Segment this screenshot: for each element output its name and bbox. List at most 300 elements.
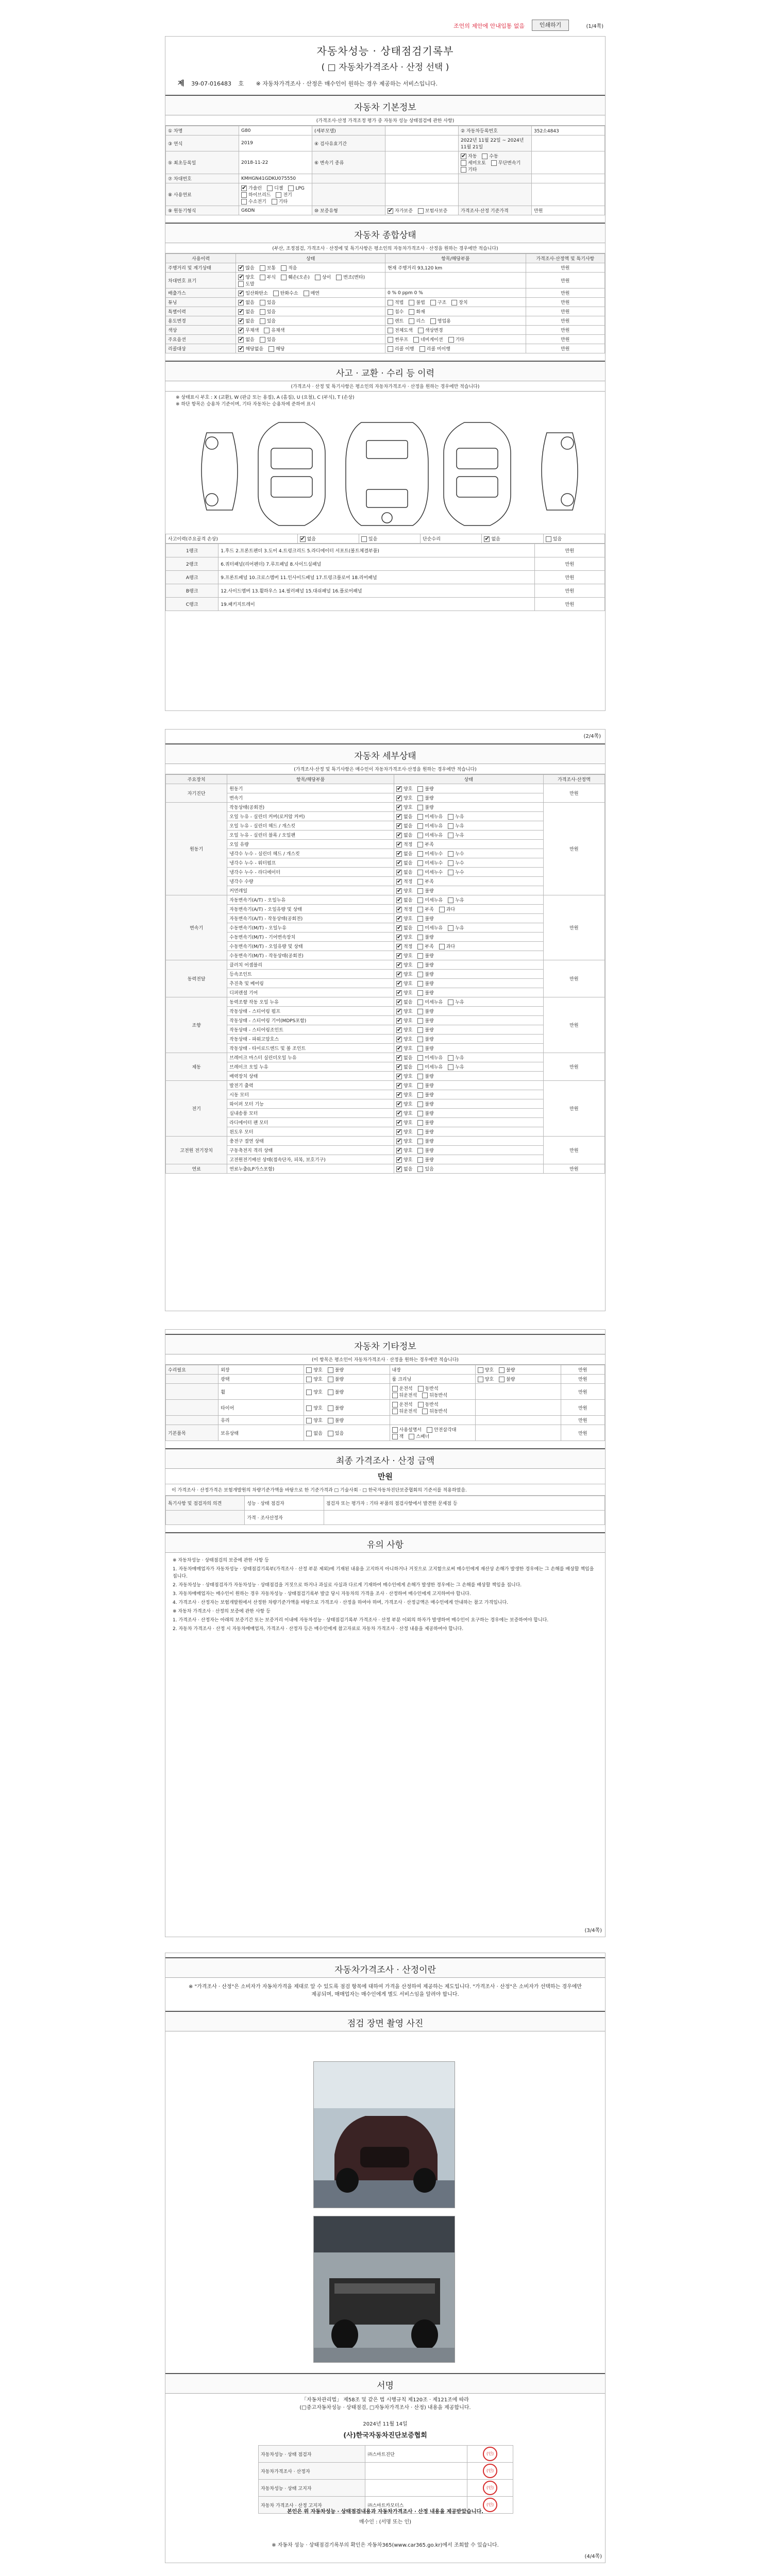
summary-state-checkbox[interactable] <box>238 281 244 287</box>
summary-state-option: ✔ 일산화탄소 <box>238 290 267 296</box>
detail-state-checkbox[interactable] <box>448 870 453 875</box>
summary-state-option: 탄화수소 <box>273 290 298 296</box>
detail-state-checkbox[interactable] <box>396 990 402 996</box>
detail-state-checkbox[interactable] <box>417 1018 423 1024</box>
summary-item-checkbox[interactable] <box>418 328 424 333</box>
detail-state-checkbox[interactable] <box>396 935 402 940</box>
summary-state-checkbox[interactable] <box>238 318 244 324</box>
detail-row <box>166 1053 605 1062</box>
etc-checkbox[interactable] <box>418 1386 424 1392</box>
detail-state-checkbox[interactable] <box>396 897 402 903</box>
detail-state-checkbox[interactable] <box>417 962 423 968</box>
detail-state-checkbox[interactable] <box>417 805 423 810</box>
etc-option: 운전석 <box>392 1401 413 1408</box>
parts-row <box>166 571 605 584</box>
detail-state-checkbox[interactable] <box>396 814 402 820</box>
simple-repair-yes-checkbox[interactable] <box>546 536 551 542</box>
detail-state-checkbox[interactable] <box>396 888 402 894</box>
page-2 <box>165 729 606 1311</box>
final-price-title: 최종 가격조사 · 산정 금액 <box>165 1448 605 1469</box>
parts-list: 19.패키지트레이 <box>219 598 534 611</box>
detail-state-checkbox[interactable] <box>417 925 423 931</box>
basic-info-row <box>166 135 605 151</box>
basic-checkbox[interactable] <box>461 167 466 173</box>
detail-state-checkbox[interactable] <box>396 879 402 885</box>
detail-state-option: ✔ 없음 <box>396 813 412 820</box>
basic-info-cell: ⑧ 사용연료 <box>166 183 239 206</box>
detail-price: 만원 <box>543 1164 604 1174</box>
basic-checkbox[interactable] <box>482 154 488 159</box>
summary-state-checkbox[interactable] <box>238 346 244 352</box>
detail-state-checkbox[interactable] <box>417 823 423 829</box>
detail-state-checkbox[interactable] <box>417 851 423 857</box>
detail-state-checkbox[interactable] <box>396 1111 402 1116</box>
detail-item: 냉각수 누수 - 라디에이터 <box>227 868 394 877</box>
summary-state-checkbox[interactable] <box>268 346 274 352</box>
detail-item: 동력조향 작동 오일 누유 <box>227 997 394 1007</box>
detail-state <box>394 951 544 960</box>
detail-state-checkbox[interactable] <box>417 1092 423 1098</box>
detail-state <box>394 784 544 793</box>
detail-state-checkbox[interactable] <box>417 888 423 894</box>
basic-checkbox[interactable] <box>272 199 277 205</box>
detail-state-checkbox[interactable] <box>448 860 453 866</box>
summary-state-checkbox[interactable] <box>260 265 265 271</box>
summary-item-option: 적법 <box>388 299 404 306</box>
summary-state-checkbox[interactable] <box>238 328 244 333</box>
summary-item-checkbox[interactable] <box>388 328 393 333</box>
detail-state-checkbox[interactable] <box>417 972 423 977</box>
summary-state-checkbox[interactable] <box>238 337 244 343</box>
detail-state-option: 불량 <box>417 804 433 810</box>
detail-state-checkbox[interactable] <box>396 1074 402 1079</box>
etc-checkbox[interactable] <box>392 1402 398 1408</box>
basic-checkbox[interactable] <box>288 185 294 191</box>
etc-option: 양호 <box>306 1388 322 1395</box>
summary-state-checkbox[interactable] <box>260 309 265 315</box>
basic-checkbox[interactable] <box>241 185 247 191</box>
summary-state-option: 상이 <box>315 274 331 280</box>
summary-state-checkbox[interactable] <box>238 309 244 315</box>
summary-label: 색상 <box>166 326 236 335</box>
basic-checkbox[interactable] <box>418 208 424 214</box>
detail-state-option: ✔ 없음 <box>396 859 412 866</box>
detail-state-checkbox[interactable] <box>417 1166 423 1172</box>
detail-state-checkbox[interactable] <box>396 944 402 950</box>
detail-state-checkbox[interactable] <box>396 823 402 829</box>
parts-rank: A랭크 <box>166 571 219 584</box>
etc-cell <box>166 1416 219 1425</box>
detail-state-checkbox[interactable] <box>417 1046 423 1052</box>
detail-state-checkbox[interactable] <box>417 1037 423 1042</box>
detail-state-checkbox[interactable] <box>417 1139 423 1144</box>
detail-state-option: 미세누수 <box>417 850 443 857</box>
detail-state-checkbox[interactable] <box>396 1083 402 1089</box>
etc-checkbox[interactable] <box>306 1405 312 1411</box>
summary-state-checkbox[interactable] <box>315 275 321 280</box>
basic-option: 기타 <box>461 166 477 173</box>
summary-price: 만원 <box>526 273 604 289</box>
summary-state-checkbox[interactable] <box>238 300 244 306</box>
etc-checkbox[interactable] <box>328 1389 333 1395</box>
detail-state-checkbox[interactable] <box>396 1037 402 1042</box>
detail-state-checkbox[interactable] <box>396 833 402 838</box>
final-price-note: 이 가격조사 · 산정가격은 보험개발원의 차량기준가액을 바탕으로 한 기준가격과 □ 기술사회 · □ 한국자동차진단보증협회의 기준서를 적용하였음. <box>165 1484 605 1496</box>
detail-state-checkbox[interactable] <box>417 1009 423 1014</box>
summary-item: 현재 주행거리 93,120 km <box>385 263 526 273</box>
detail-state-checkbox[interactable] <box>417 1101 423 1107</box>
detail-state-checkbox[interactable] <box>396 962 402 968</box>
summary-item-checkbox[interactable] <box>430 300 436 306</box>
detail-state-checkbox[interactable] <box>396 1166 402 1172</box>
etc-option: 없음 <box>306 1430 322 1436</box>
summary-state-checkbox[interactable] <box>260 337 265 343</box>
summary-label: 특별이력 <box>166 307 236 316</box>
detail-state-option: ✔ 양호 <box>396 1082 412 1089</box>
detail-state-checkbox[interactable] <box>417 1083 423 1089</box>
simple-repair-none-checkbox[interactable] <box>484 536 490 542</box>
detail-state-option: 불량 <box>417 1110 433 1116</box>
detail-state-checkbox[interactable] <box>396 1139 402 1144</box>
basic-info-cell: (세부모델) <box>312 126 385 135</box>
detail-state-checkbox[interactable] <box>396 925 402 931</box>
etc-checkbox[interactable] <box>422 1409 428 1414</box>
detail-item: 냉각수 누수 - 워터펌프 <box>227 858 394 868</box>
etc-checkbox[interactable] <box>328 1418 333 1423</box>
summary-state-checkbox[interactable] <box>260 275 265 280</box>
summary-state-checkbox[interactable] <box>273 291 279 296</box>
detail-state-checkbox[interactable] <box>396 795 402 801</box>
summary-item-option: 기타 <box>448 336 464 343</box>
basic-info-cell: ③ 연식 <box>166 135 239 151</box>
summary-state-checkbox[interactable] <box>238 265 244 271</box>
basic-checkbox[interactable] <box>461 160 466 166</box>
detail-state-checkbox[interactable] <box>448 1064 453 1070</box>
detail-state-option: ✔ 양호 <box>396 961 412 968</box>
basic-checkbox[interactable] <box>241 199 247 205</box>
detail-state-checkbox[interactable] <box>396 916 402 922</box>
etc-checkbox[interactable] <box>306 1367 312 1373</box>
detail-state-checkbox[interactable] <box>448 851 453 857</box>
detail-state <box>394 942 544 951</box>
detail-state-checkbox[interactable] <box>396 999 402 1005</box>
detail-item: 구동축전지 격리 상태 <box>227 1146 394 1155</box>
etc-option: 양호 <box>478 1366 494 1373</box>
basic-info-cell <box>532 183 605 206</box>
detail-state-checkbox[interactable] <box>396 842 402 848</box>
detail-state <box>394 895 544 905</box>
detail-state-checkbox[interactable] <box>448 999 453 1005</box>
detail-state <box>394 1053 544 1062</box>
detail-state <box>394 821 544 831</box>
etc-checkbox[interactable] <box>392 1393 398 1398</box>
etc-checkbox[interactable] <box>392 1434 398 1439</box>
etc-checkbox[interactable] <box>392 1386 398 1392</box>
etc-checkbox[interactable] <box>328 1367 333 1373</box>
summary-item-checkbox[interactable] <box>409 309 414 315</box>
detail-state-option: ✔ 양호 <box>396 1100 412 1107</box>
detail-state-checkbox[interactable] <box>396 1157 402 1163</box>
accident-legend-line-1: ※ 상태표시 부호 : X (교환), W (판금 또는 용접), A (흠집), U (요철), C (부식), T (손상) <box>176 395 355 400</box>
summary-item-checkbox[interactable] <box>388 300 393 306</box>
summary-item-option: 영업용 <box>430 317 451 324</box>
etc-checkbox[interactable] <box>499 1367 505 1373</box>
etc-checkbox[interactable] <box>328 1431 333 1436</box>
basic-info-cell <box>385 183 459 206</box>
detail-state-checkbox[interactable] <box>417 1120 423 1126</box>
accident-yes-checkbox[interactable] <box>361 536 367 542</box>
special-role: 성능 · 상태 점검자 <box>245 1496 324 1511</box>
summary-item-checkbox[interactable] <box>388 346 393 352</box>
detail-state-checkbox[interactable] <box>417 1074 423 1079</box>
detail-state-checkbox[interactable] <box>448 814 453 820</box>
etc-option: 양호 <box>306 1366 322 1373</box>
detail-item: 윈도우 모터 <box>227 1127 394 1137</box>
detail-state-checkbox[interactable] <box>439 944 445 950</box>
signature-seal <box>467 2463 513 2480</box>
etc-checkbox[interactable] <box>499 1377 505 1382</box>
summary-state-checkbox[interactable] <box>238 291 244 296</box>
etc-checkbox[interactable] <box>422 1393 428 1398</box>
detail-state-checkbox[interactable] <box>417 897 423 903</box>
detail-item: 작동상태 - 스티어링조인트 <box>227 1025 394 1035</box>
detail-state-checkbox[interactable] <box>396 1101 402 1107</box>
etc-checkbox[interactable] <box>418 1402 424 1408</box>
detail-state-checkbox[interactable] <box>396 805 402 810</box>
detail-state-checkbox[interactable] <box>396 1046 402 1052</box>
accident-yes: 있음 <box>359 534 420 544</box>
basic-info-row <box>166 126 605 135</box>
detail-state-checkbox[interactable] <box>417 990 423 996</box>
basic-checkbox[interactable] <box>276 192 281 198</box>
etc-checkbox[interactable] <box>306 1389 312 1395</box>
detail-state-option: ✔ 양호 <box>396 1119 412 1126</box>
detail-state-checkbox[interactable] <box>417 870 423 875</box>
basic-option: 디젤 <box>267 184 283 191</box>
detail-item: 발전기 출력 <box>227 1081 394 1090</box>
detail-state-checkbox[interactable] <box>448 925 453 931</box>
detail-state-checkbox[interactable] <box>417 1055 423 1061</box>
detail-state-checkbox[interactable] <box>448 833 453 838</box>
detail-state-checkbox[interactable] <box>396 851 402 857</box>
summary-item-checkbox[interactable] <box>388 318 393 324</box>
document-subtitle: ( □ 자동차가격조사 · 산정 선택 ) <box>321 62 449 73</box>
detail-state-checkbox[interactable] <box>396 972 402 977</box>
detail-state-checkbox[interactable] <box>396 870 402 875</box>
etc-checkbox[interactable] <box>306 1418 312 1423</box>
detail-state <box>394 1035 544 1044</box>
summary-item <box>385 307 526 316</box>
detail-state-checkbox[interactable] <box>439 907 445 912</box>
detail-item: 작동상태 - 스티어링 기어(MDPS포함) <box>227 1016 394 1025</box>
detail-row <box>166 895 605 905</box>
summary-item-checkbox[interactable] <box>448 337 454 343</box>
etc-table <box>165 1365 605 1441</box>
etc-checkbox[interactable] <box>392 1427 398 1433</box>
parts-price: 만원 <box>534 584 604 598</box>
detail-item: 작동상태 - 스티어링 펌프 <box>227 1007 394 1016</box>
etc-checkbox[interactable] <box>427 1427 432 1433</box>
detail-state-checkbox[interactable] <box>417 1129 423 1135</box>
basic-info-table <box>165 126 605 215</box>
detail-state-checkbox[interactable] <box>396 1129 402 1135</box>
detail-state-checkbox[interactable] <box>396 1027 402 1033</box>
basic-info-cell <box>532 135 605 151</box>
detail-state-option: 부족 <box>417 906 433 912</box>
detail-state-checkbox[interactable] <box>448 823 453 829</box>
detail-item: 디퍼렌셜 기어 <box>227 988 394 997</box>
detail-state-checkbox[interactable] <box>417 1148 423 1154</box>
signature-name <box>365 2463 467 2480</box>
detail-state-checkbox[interactable] <box>396 1120 402 1126</box>
etc-cell: 타이어 <box>219 1400 304 1416</box>
summary-head: 항목/해당부품 <box>385 254 526 263</box>
simple-repair-label: 단순수리 <box>421 534 482 544</box>
summary-item-checkbox[interactable] <box>451 300 457 306</box>
basic-checkbox[interactable] <box>388 208 393 214</box>
etc-option: 뒤운전석 <box>392 1408 417 1414</box>
summary-state-checkbox[interactable] <box>304 291 309 296</box>
basic-info-cell: 352소4843 <box>532 126 605 135</box>
summary-state-checkbox[interactable] <box>264 328 270 333</box>
detail-state-option: ✔ 양호 <box>396 1110 412 1116</box>
summary-state-checkbox[interactable] <box>260 318 265 324</box>
detail-state-checkbox[interactable] <box>417 842 423 848</box>
detail-state-checkbox[interactable] <box>417 907 423 912</box>
summary-state-checkbox[interactable] <box>336 275 342 280</box>
basic-checkbox[interactable] <box>461 154 466 159</box>
detail-state <box>394 1007 544 1016</box>
notice-paragraph: 1. 가격조사 · 산정자는 아래의 보증기간 또는 보증거리 이내에 자동차성능 · 상태점검기록부 가격조사 · 산정 부분 이외의 하자가 발생하여 매수인이 요구하는 경우에는 보증하여야 합니다. <box>173 1618 549 1623</box>
detail-state-checkbox[interactable] <box>396 860 402 866</box>
detail-row <box>166 849 605 858</box>
summary-item-option: 장치 <box>451 299 467 306</box>
accident-summary-table <box>165 534 605 544</box>
summary-item-checkbox[interactable] <box>413 337 419 343</box>
detail-state-option: ✔ 양호 <box>396 1045 412 1052</box>
detail-state-checkbox[interactable] <box>417 879 423 885</box>
detail-state-option: 불량 <box>417 887 433 894</box>
summary-item <box>385 273 526 289</box>
detail-state-checkbox[interactable] <box>396 1055 402 1061</box>
detail-item: 와이퍼 모터 기능 <box>227 1099 394 1109</box>
summary-item-checkbox[interactable] <box>409 318 414 324</box>
detail-item: 브레이크 오일 누유 <box>227 1062 394 1072</box>
etc-checkbox[interactable] <box>392 1409 398 1414</box>
etc-checkbox[interactable] <box>328 1405 333 1411</box>
detail-row <box>166 1127 605 1137</box>
detail-state-checkbox[interactable] <box>417 1027 423 1033</box>
summary-state-checkbox[interactable] <box>260 300 265 306</box>
detail-head: 상태 <box>394 775 544 784</box>
detail-state-checkbox[interactable] <box>417 795 423 801</box>
basic-checkbox[interactable] <box>241 192 247 198</box>
detail-state-checkbox[interactable] <box>448 897 453 903</box>
summary-item-checkbox[interactable] <box>430 318 436 324</box>
etc-checkbox[interactable] <box>478 1377 483 1382</box>
summary-state-checkbox[interactable] <box>238 275 244 280</box>
detail-state-option: 누수 <box>448 850 464 857</box>
car-underbody-photo-icon <box>314 2216 455 2363</box>
detail-state-checkbox[interactable] <box>417 814 423 820</box>
detail-state-checkbox[interactable] <box>448 1055 453 1061</box>
summary-item-checkbox[interactable] <box>419 346 425 352</box>
etc-checkbox[interactable] <box>409 1434 414 1439</box>
parts-row <box>166 544 605 557</box>
detail-state-checkbox[interactable] <box>396 907 402 912</box>
etc-row <box>166 1365 605 1375</box>
summary-item-checkbox[interactable] <box>388 337 393 343</box>
summary-state-checkbox[interactable] <box>281 275 287 280</box>
detail-state-checkbox[interactable] <box>417 999 423 1005</box>
detail-state-checkbox[interactable] <box>417 1157 423 1163</box>
etc-checkbox[interactable] <box>478 1367 483 1373</box>
summary-item-checkbox[interactable] <box>409 300 414 306</box>
etc-checkbox[interactable] <box>306 1431 312 1436</box>
basic-info-row <box>166 206 605 215</box>
parts-rank: 2랭크 <box>166 557 219 571</box>
detail-state-checkbox[interactable] <box>396 1092 402 1098</box>
detail-state-option: 불량 <box>417 952 433 959</box>
summary-state-checkbox[interactable] <box>281 265 287 271</box>
detail-state <box>394 905 544 914</box>
detail-state <box>394 1072 544 1081</box>
detail-state-checkbox[interactable] <box>417 953 423 959</box>
etc-checkbox[interactable] <box>306 1377 312 1382</box>
detail-state-checkbox[interactable] <box>396 981 402 987</box>
summary-item-checkbox[interactable] <box>388 309 393 315</box>
summary-head: 사용이력 <box>166 254 236 263</box>
summary-label: 용도변경 <box>166 316 236 326</box>
basic-checkbox[interactable] <box>267 185 273 191</box>
print-button[interactable]: 인쇄하기 <box>532 20 569 31</box>
detail-state-checkbox[interactable] <box>417 1111 423 1116</box>
detail-row <box>166 1025 605 1035</box>
special-text <box>324 1511 604 1525</box>
detail-state-checkbox[interactable] <box>417 786 423 792</box>
detail-state-checkbox[interactable] <box>417 1064 423 1070</box>
basic-info-cell: 2022년 11월 22일 ~ 2024년 11월 21일 <box>459 135 532 151</box>
detail-state-checkbox[interactable] <box>417 916 423 922</box>
parts-row <box>166 557 605 571</box>
detail-state-option: ✔ 없음 <box>396 1063 412 1070</box>
detail-state-checkbox[interactable] <box>417 860 423 866</box>
detail-state-checkbox[interactable] <box>396 953 402 959</box>
detail-state-checkbox[interactable] <box>417 981 423 987</box>
detail-state-checkbox[interactable] <box>417 935 423 940</box>
detail-item: 시동 모터 <box>227 1090 394 1099</box>
accident-none-checkbox[interactable] <box>300 536 306 542</box>
detail-state-checkbox[interactable] <box>396 1009 402 1014</box>
detail-state-checkbox[interactable] <box>396 1018 402 1024</box>
etc-cell: 기본품목 <box>166 1425 219 1441</box>
detail-row <box>166 784 605 793</box>
detail-state-checkbox[interactable] <box>417 833 423 838</box>
basic-checkbox[interactable] <box>491 160 497 166</box>
etc-cell <box>166 1375 219 1384</box>
detail-state-checkbox[interactable] <box>396 786 402 792</box>
etc-cell: 보유상태 <box>219 1425 304 1441</box>
etc-price: 만원 <box>561 1400 604 1416</box>
detail-item: 오일 누유 - 실린더 블록 / 오일팬 <box>227 831 394 840</box>
detail-state-checkbox[interactable] <box>396 1064 402 1070</box>
detail-state-checkbox[interactable] <box>396 1148 402 1154</box>
etc-checkbox[interactable] <box>328 1377 333 1382</box>
page-1 <box>165 36 606 711</box>
detail-state-checkbox[interactable] <box>417 944 423 950</box>
special-label <box>166 1511 245 1525</box>
basic-info-cell <box>459 151 532 174</box>
